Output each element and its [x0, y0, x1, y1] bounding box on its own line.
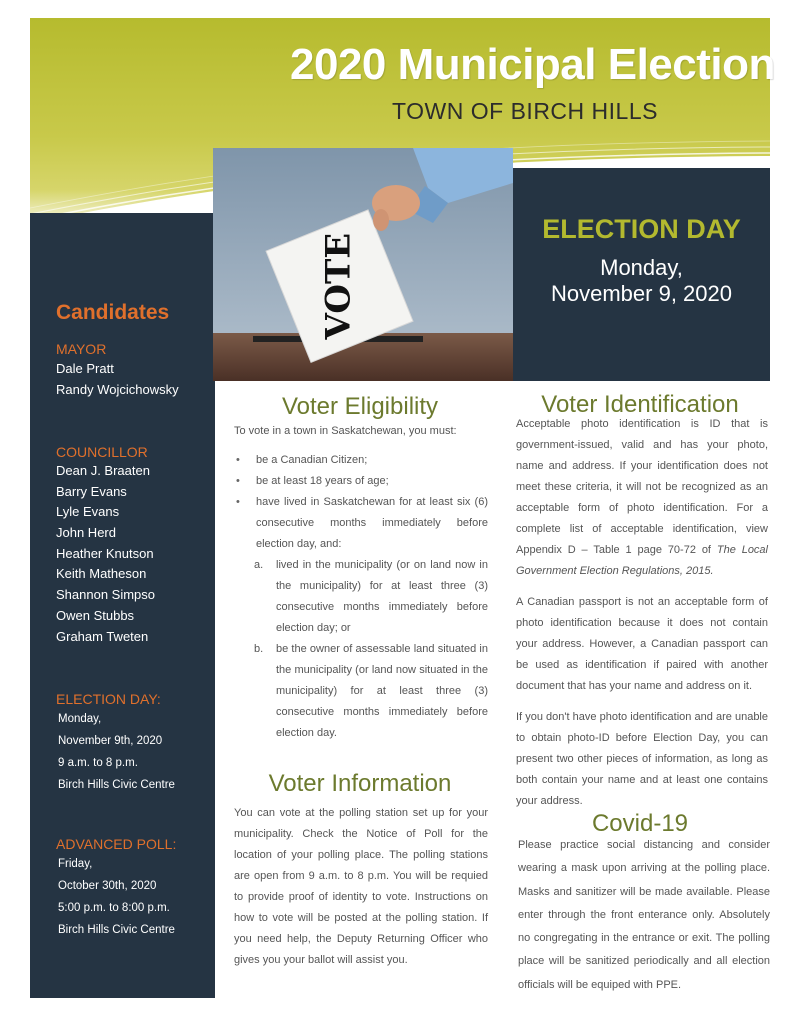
election-day-fulldate: November 9, 2020 [551, 281, 732, 306]
page-title: 2020 Municipal Election [290, 40, 775, 89]
covid-heading: Covid-19 [591, 810, 689, 837]
flyer-page [30, 18, 775, 998]
detail-line: 5:00 p.m. to 8:00 p.m. [58, 902, 170, 914]
detail-line: Friday, [58, 858, 93, 870]
covid-text: Please practice social distancing and consider wearing a mask upon arriving at the polling place. Masks and sanitizer will be made available. Please enter through the front enterance only. Absolutely no congregating in the entrance or exit. The polling place will be sanitized periodically and all election officials will be equiped with PPE. [518, 839, 770, 991]
sub-item-text: be the owner of assessable land situated in the municipality (or land now situated in the municipality) for at least three (3) consecutive months immediately before election day. [276, 643, 488, 739]
candidate-name: John Herd [56, 525, 116, 541]
election-day-details [58, 708, 175, 796]
voter-eligibility-heading: Voter Eligibility [281, 393, 439, 420]
sub-item-marker: a. [254, 559, 264, 571]
page-subtitle: TOWN OF BIRCH HILLS [392, 98, 658, 124]
election-day-label: ELECTION DAY: [56, 691, 161, 707]
advanced-poll-details [58, 853, 175, 941]
voter-identification-body [516, 414, 768, 812]
detail-line: October 30th, 2020 [58, 880, 157, 892]
passport-paragraph: A Canadian passport is not an acceptable form of photo identification because it does not contain your address. However, a Canadian passport can be used as identification if paired with another document that has your name and address on it. [516, 596, 768, 692]
identification-p1: Acceptable photo identification is ID that is government-issued, valid and has your photo, name and address. If your identification does not meet these criteria, it will not be recognized as an acceptable form of photo identification. For a complete list of acceptable identification, view Appendix D – Table 1 page 70-72 of [516, 418, 768, 556]
identification-paragraph [516, 414, 768, 582]
voter-eligibility-body [234, 421, 488, 744]
detail-line: 9 a.m. to 8 p.m. [58, 757, 138, 769]
election-day-title: ELECTION DAY [542, 214, 741, 244]
eligibility-bullet: • have lived in Saskatchewan for at least six (6) consecutive months immediately before election day, and: [234, 492, 488, 555]
eligibility-bullet: • be at least 18 years of age; [234, 471, 488, 492]
detail-line: Birch Hills Civic Centre [58, 779, 175, 791]
election-day-date [513, 255, 770, 307]
detail-line: Monday, [58, 713, 102, 725]
election-day-weekday: Monday, [600, 255, 683, 280]
candidates-sidebar [30, 213, 215, 998]
ballot-box-photo [213, 148, 513, 381]
candidate-name: Owen Stubbs [56, 607, 135, 623]
candidate-name: Randy Wojcichowsky [56, 381, 179, 397]
vote-ballot-illustration [213, 148, 513, 381]
eligibility-sub-item [234, 639, 488, 744]
election-day-box [513, 168, 770, 381]
mayor-list [56, 359, 179, 400]
eligibility-bullet: • be a Canadian Citizen; [234, 450, 488, 471]
detail-line: Birch Hills Civic Centre [58, 924, 175, 936]
eligibility-intro: To vote in a town in Saskatchewan, you must: [234, 425, 457, 437]
candidate-name: Lyle Evans [56, 504, 120, 520]
candidate-name: Shannon Simpso [56, 587, 156, 603]
voter-information-heading: Voter Information [268, 770, 452, 797]
eligibility-sub-item [234, 555, 488, 639]
advanced-poll-label: ADVANCED POLL: [56, 836, 177, 852]
candidate-name: Dale Pratt [56, 361, 114, 376]
sub-item-text: lived in the municipality (or on land now in the municipality) for at least three (3) consecutive months immediately before election day; or [276, 559, 488, 634]
candidate-name: Heather Knutson [56, 545, 154, 561]
candidate-name: Dean J. Braaten [56, 463, 150, 478]
councillor-list [56, 461, 155, 647]
sub-item-marker: b. [254, 643, 264, 655]
candidate-name: Keith Matheson [56, 566, 147, 582]
candidates-heading: Candidates [56, 301, 170, 324]
councillor-label: COUNCILLOR [56, 444, 148, 460]
candidate-name: Graham Tweten [56, 628, 149, 644]
detail-line: November 9th, 2020 [58, 735, 163, 747]
voter-information-text: You can vote at the polling station set up for your municipality. Check the Notice of Poll for the location of your polling place. The polling stations are open from 9 a.m. to 8 p.m. You will be requied to provide proof of identity to vote. Instructions on how to vote will be posted at the polling station. If you need help, the Deputy Returning Officer who gives you your ballot will assist you. [234, 807, 488, 966]
voter-identification-heading: Voter Identification [541, 391, 739, 418]
mayor-label: MAYOR [56, 341, 107, 357]
regulations-title: The Local Government Election Regulations, 2015. [516, 544, 768, 577]
ballot-vote-text: VOTE [318, 232, 359, 340]
no-photo-id-paragraph: If you don't have photo identification and are unable to obtain photo-ID before Election Day, you can present two other pieces of information, as long as both contain your name and at least one contains your address. [516, 711, 768, 807]
candidate-name: Barry Evans [56, 483, 127, 499]
